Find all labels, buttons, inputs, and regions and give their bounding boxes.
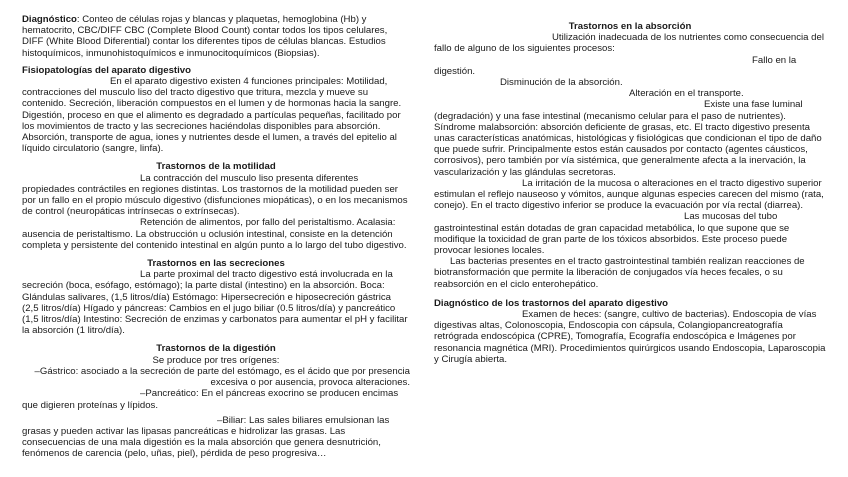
diagnostico-label: Diagnóstico xyxy=(22,14,77,25)
absorcion-intro: Utilización inadecuada de los nutrientes como consecuencia del fallo de alguno de los siguientes procesos: xyxy=(434,32,824,55)
absorcion-fase: Existe una fase luminal (degradación) y una fase intestinal (mecanismo celular para el paso de nutrientes). Síndrome malabsorción: absorción deficiente de grasas, etc. El tracto digestivo presenta unas características anatómicas, histológicas y fisiológicas que condicionan el tipo de daño que puede sufrir. Principalmente estos están causados por contacto (agentes cáusticos, corrosivos), pero también por vía sistémica, que generalmente afecta a la inervación, la vascularización y las glándulas secretoras. xyxy=(434,99,822,178)
motilidad-text-1: La contracción del musculo liso presenta diferentes propiedades contráctiles en regiones distintas. Los trastornos de la motilidad pueden ser por un fallo en el propio músculo digestivo (disfunciones miopáticas), o en los mecanismos de control (neuropáticas intrínsecas o extrínsecas). xyxy=(22,172,408,218)
fisiopatologias-text: En el aparato digestivo existen 4 funciones principales: Motilidad, contracciones del musculo liso del tracto digestivo que tritura, mezcla y mueve su contenido. Secreción, liberación compuestos en el lumen y de hormonas hacia la sangre. Digestión, proceso en que el alimento es degradado a partículas pequeñas, facilitado por los movimientos de tracto y las secreciones haciéndolas disponibles para absorción. Absorción, transporte de agua, iones y nutrientes desde el lumen, a través del epitelio al líquido circulatorio (sangre, linfa). xyxy=(22,76,402,155)
absorcion-irritacion: La irritación de la mucosa o alteraciones en el tracto digestivo superior estimulan el reflejo nauseoso y vómitos, aunque algunas especies carecen del mismo (rata, conejo). En el tracto digestivo inferior se produce la evacuación por vía rectal (diarrea). xyxy=(434,177,824,212)
right-column xyxy=(434,14,826,365)
motilidad-text-2: Retención de alimentos, por fallo del peristaltismo. Acalasia: ausencia de peristaltismo. La obstrucción u oclusión intestinal, consiste en la detención completa y persistente del contenido intestinal en algún punto a lo largo del tubo digestivo. xyxy=(22,217,407,251)
digestion-gastrico-text: –Gástrico: asociado a la secreción de parte del estómago, es el ácido que por presencia excesiva o por ausencia, provoca alteraciones. xyxy=(34,365,410,389)
absorcion-bacterias: Las bacterias presentes en el tracto gastrointestinal también realizan reacciones de biotransformación que permite la liberación de conjugados vía heces fecales, o su reabsorción en el ciclo enterohepático. xyxy=(434,256,805,290)
digestion-pancreatico: –Pancreático: En el páncreas exocrino se producen encimas que digieren proteínas y lípidos. xyxy=(22,388,399,411)
fisiopatologias-heading: Fisiopatologías del aparato digestivo xyxy=(22,64,191,76)
absorcion-heading: Trastornos en la absorción xyxy=(568,21,692,32)
absorcion-alteracion: Alteración en el transporte. xyxy=(629,88,744,100)
absorcion-fallo: Fallo en la digestión. xyxy=(434,54,797,77)
digestion-heading: Trastornos de la digestión xyxy=(156,343,276,355)
absorcion-disminucion: Disminución de la absorción. xyxy=(500,77,623,89)
diagnostico-paragraph xyxy=(22,14,410,59)
motilidad-heading: Trastornos de la motilidad xyxy=(156,161,276,173)
digestion-biliar: –Biliar: Las sales biliares emulsionan las grasas y pueden activar las lipasas pancreáticas e hidrolizar las grasas. Las consecuencias de una mala digestión es la mala absorción que genera desnutrición, fenómenos de carencia (pelo, uñas, piel), pérdida de peso progresiva… xyxy=(22,414,390,460)
secreciones-heading: Trastornos en las secreciones xyxy=(147,258,285,270)
digestion-gastrico xyxy=(22,366,410,388)
left-column xyxy=(22,14,410,460)
diagnostico-trastornos-heading: Diagnóstico de los trastornos del aparato digestivo xyxy=(434,297,669,309)
diagnostico-trastornos-text: Examen de heces: (sangre, cultivo de bacterias). Endoscopia de vías digestivas altas, Colonoscopia, Endoscopia con cápsula, Colangiopancreatografía retrógrada endoscópica (CPRE), Tomografía, Ecografía endoscópica e Imágenes por resonancia magnética (MRI). Procedimientos quirúrgicos usando Endoscopia, Laparoscopia y Cirugía abierta. xyxy=(434,309,826,365)
digestion-intro: Se produce por tres orígenes: xyxy=(152,354,280,366)
diagnostico-text: : Conteo de células rojas y blancas y plaquetas, hemoglobina (Hb) y hematocrito, CBC/DIFF CBC (Complete Blood Count) contar todos los tipos celulares, DIFF (White Blood Diferential) contar los diferentes tipos de células blancas. Estudios histoquímicos, inmunohistoquímicos e inmunocitoquímicos (Biopsias). xyxy=(22,14,388,59)
secreciones-text: La parte proximal del tracto digestivo está involucrada en la secreción (boca, esófago, estómago); la parte distal (intestino) en la absorción. Boca: Glándulas salivares, (1,5 litros/día) Estómago: Hipersecreción e hiposecreción gástrica (2,5 litros/día) Hígado y páncreas: Cambios en el jugo biliar (0.5 litros/día) y pancreático (1,5 litros/día) Intestino: Secreción de enzimas y carbonatos para aumentar el pH y facilitar la absorción (1 litro/día). xyxy=(22,269,408,337)
absorcion-mucosas: Las mucosas del tubo gastrointestinal están dotadas de gran capacidad metabólica, lo que supone que se modifique la toxicidad de gran parte de los tóxicos absorbidos. Este proceso puede provocar lesiones locales. xyxy=(434,211,790,257)
